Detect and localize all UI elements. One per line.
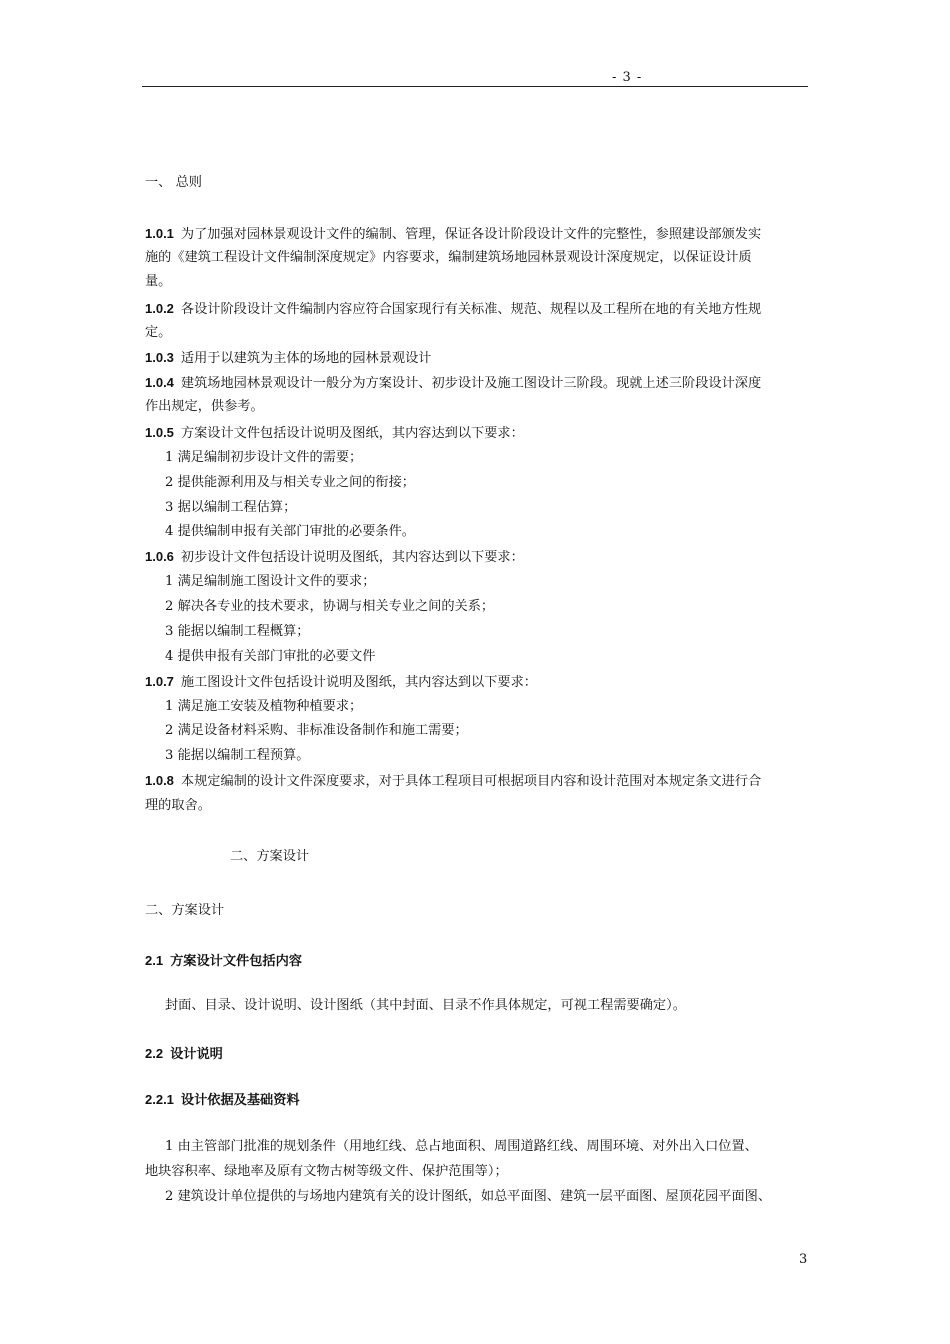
clause-number: 1.0.6 [145,549,174,564]
subsection-number: 2.2 [145,1046,164,1061]
clause-text: 量。 [145,274,172,289]
clause-text: 本规定编制的设计文件深度要求，对于具体工程项目可根据项目内容和设计范围对本规定条文进行合 [180,774,762,789]
clause-number: 1.0.5 [145,425,174,440]
paragraph: 封面、目录、设计说明、设计图纸（其中封面、目录不作具体规定，可视工程需要确定）。 [165,998,686,1013]
clause-text: 建筑场地园林景观设计一般分为方案设计、初步设计及施工图设计三阶段。现就上述三阶段设计深度 [180,376,762,391]
section-1-title: 一、 总则 [145,175,202,190]
subsection-2-1 [145,952,302,971]
clause-1-0-7 [145,673,537,692]
section-2-title: 二、方案设计 [145,903,225,918]
clause-text: 方案设计文件包括设计说明及图纸，其内容达到以下要求： [180,426,524,441]
clause-1-0-1 [145,225,761,244]
list-item-continuation: 地块容积率、绿地率及原有文物古树等级文件、保护范围等）； [145,1164,508,1179]
footer-page-number: 3 [799,1252,808,1267]
clause-text: 为了加强对园林景观设计文件的编制、管理，保证各设计阶段设计文件的完整性，参照建设部颁发实 [180,227,762,242]
clause-number: 1.0.4 [145,375,174,390]
subsection-number: 2.2.1 [145,1092,174,1107]
clause-text: 理的取舍。 [145,798,211,813]
list-item: 1 由主管部门批准的规划条件（用地红线、总占地面积、周围道路红线、周围环境、对外出入口位置、 [165,1139,758,1154]
list-item: 2 建筑设计单位提供的与场地内建筑有关的设计图纸，如总平面图、建筑一层平面图、屋顶花园平面图、 [165,1189,772,1204]
clause-number: 1.0.2 [145,301,174,316]
list-item: 2 提供能源利用及与相关专业之间的衔接； [165,475,415,490]
clause-text: 作出规定，供参考。 [145,399,264,414]
list-item: 3 能据以编制工程概算； [165,624,310,639]
clause-text: 施的《建筑工程设计文件编制深度规定》内容要求，编制建筑场地园林景观设计深度规定，以保证设计质 [145,250,752,265]
clause-text: 定。 [145,325,172,340]
subsection-title: 设计依据及基础资料 [180,1092,300,1107]
clause-1-0-5 [145,424,524,443]
list-item: 2 解决各专业的技术要求，协调与相关专业之间的关系； [165,599,495,614]
clause-number: 1.0.7 [145,674,174,689]
subsection-2-2-1 [145,1091,300,1110]
subsection-title: 方案设计文件包括内容 [170,953,302,968]
list-item: 1 满足编制初步设计文件的需要； [165,450,363,465]
clause-1-0-4 [145,374,761,393]
clause-text: 初步设计文件包括设计说明及图纸，其内容达到以下要求： [180,550,524,565]
clause-text: 各设计阶段设计文件编制内容应符合国家现行有关标准、规范、规程以及工程所在地的有关地方性规 [180,302,762,317]
list-item: 3 能据以编制工程预算。 [165,748,310,763]
clause-text: 施工图设计文件包括设计说明及图纸，其内容达到以下要求： [180,675,537,690]
header-rule [142,86,808,87]
clause-1-0-8 [145,772,761,791]
list-item: 2 满足设备材料采购、非标准设备制作和施工需要； [165,723,468,738]
header-page-label: - 3 - [612,70,643,85]
subsection-title: 设计说明 [170,1046,223,1061]
list-item: 4 提供编制申报有关部门审批的必要条件。 [165,524,415,539]
list-item: 4 提供申报有关部门审批的必要文件 [165,649,376,664]
subsection-2-2 [145,1045,223,1064]
clause-number: 1.0.1 [145,226,174,241]
list-item: 3 据以编制工程估算； [165,500,297,515]
clause-1-0-2 [145,300,761,319]
clause-1-0-3 [145,349,431,368]
clause-number: 1.0.8 [145,773,174,788]
subsection-number: 2.1 [145,953,164,968]
clause-number: 1.0.3 [145,350,174,365]
list-item: 1 满足施工安装及植物种植要求； [165,699,363,714]
section-2-title-centered: 二、方案设计 [230,849,310,864]
clause-text: 适用于以建筑为主体的场地的园林景观设计 [180,351,432,366]
clause-1-0-6 [145,548,524,567]
list-item: 1 满足编制施工图设计文件的要求； [165,574,376,589]
